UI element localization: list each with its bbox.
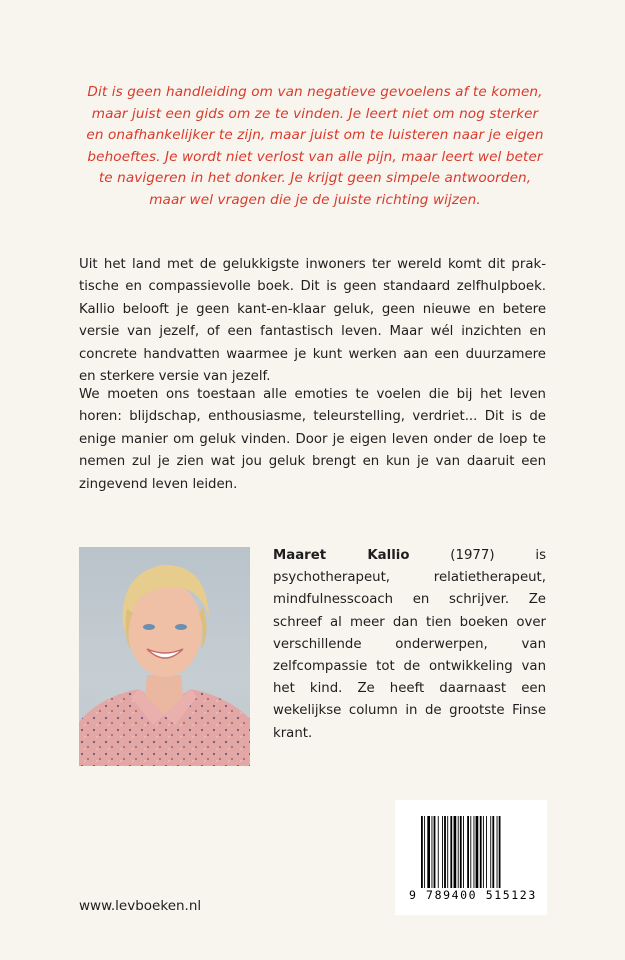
barcode-bar <box>480 816 482 896</box>
barcode-bar <box>470 816 471 896</box>
quote-line: behoeftes. Je wordt niet verlost van alle pijn, maar leert wel beter <box>87 148 543 165</box>
barcode-bar <box>427 816 430 896</box>
barcode-bar <box>438 816 439 896</box>
author-portrait-illustration <box>79 547 250 766</box>
author-photo <box>79 547 250 766</box>
cover-quote <box>80 82 550 211</box>
quote-line: Dit is geen handleiding om van negatieve gevoelens af te komen, <box>87 84 543 100</box>
barcode-bar <box>476 816 479 896</box>
barcode-bar <box>474 816 475 896</box>
blurb-paragraph-2: We moeten ons toestaan alle emoties te voelen die bij het leven horen: blijdschap, enthousiasme, teleurstelling, verdriet... Dit is de enige manier om geluk vinden. Door je eigen leven onder de loep te nemen zul je zien wat jou geluk brengt en kun je van daaruit een zingevend leven leiden. <box>79 387 546 492</box>
barcode-bar <box>450 816 452 896</box>
barcode-bar <box>447 816 448 896</box>
barcode-bar <box>421 816 423 896</box>
barcode-bar <box>467 816 469 896</box>
barcode-bar <box>463 816 464 896</box>
barcode-bar <box>486 816 487 896</box>
barcode-bar <box>444 816 446 896</box>
isbn-number: 9 789400 515123 <box>409 888 537 902</box>
publisher-website[interactable]: www.levboeken.nl <box>79 898 202 914</box>
blurb-paragraph-1: Uit het land met de gelukkigste inwoners ter wereld komt dit praktische en compassievolle boek. Dit is geen standaard zelfhulpboek. Kallio belooft je geen kant-en-klaar geluk, geen nieuwe en betere versie van jezelf, of een fantastisch leven. Maar wél inzichten en concrete handvatten waarmee je kunt werken aan een duurzamere en sterkere versie van jezelf. <box>79 257 546 385</box>
barcode-bars <box>421 816 533 896</box>
barcode-bar <box>424 816 425 896</box>
barcode-bar <box>434 816 436 896</box>
isbn-barcode <box>395 800 547 915</box>
barcode-bar <box>458 816 459 896</box>
quote-line: te navigeren in het donker. Je krijgt geen simpele antwoorden, <box>98 170 532 186</box>
barcode-bar <box>499 816 501 896</box>
author-name: Maaret Kallio <box>273 548 410 563</box>
barcode-bar <box>497 816 498 896</box>
barcode-bar <box>442 816 443 896</box>
quote-line: en onafhankelijker te zijn, maar juist om te luisteren naar je eigen <box>86 127 544 143</box>
barcode-bar <box>432 816 433 896</box>
quote-line: maar wel vragen die je de juiste richting wijzen. <box>149 191 481 208</box>
quote-line: maar juist een gids om ze te vinden. Je leert niet om nog sterker <box>91 105 539 122</box>
barcode-bar <box>490 816 491 896</box>
barcode-bar <box>460 816 462 896</box>
author-bio-text: (1977) is psychotherapeut, relatietherapeut, mindfulnesscoach en schrijver. Ze schreef al meer dan tien boeken over verschillende onderwerpen, van zelfcompassie tot de ontwikkeling van het kind. Ze heeft daarnaast een wekelijkse column in de grootste Finse krant. <box>273 548 546 741</box>
barcode-bar <box>454 816 457 896</box>
barcode-bar <box>492 816 494 896</box>
barcode-bar <box>483 816 484 896</box>
author-bio <box>273 545 546 745</box>
